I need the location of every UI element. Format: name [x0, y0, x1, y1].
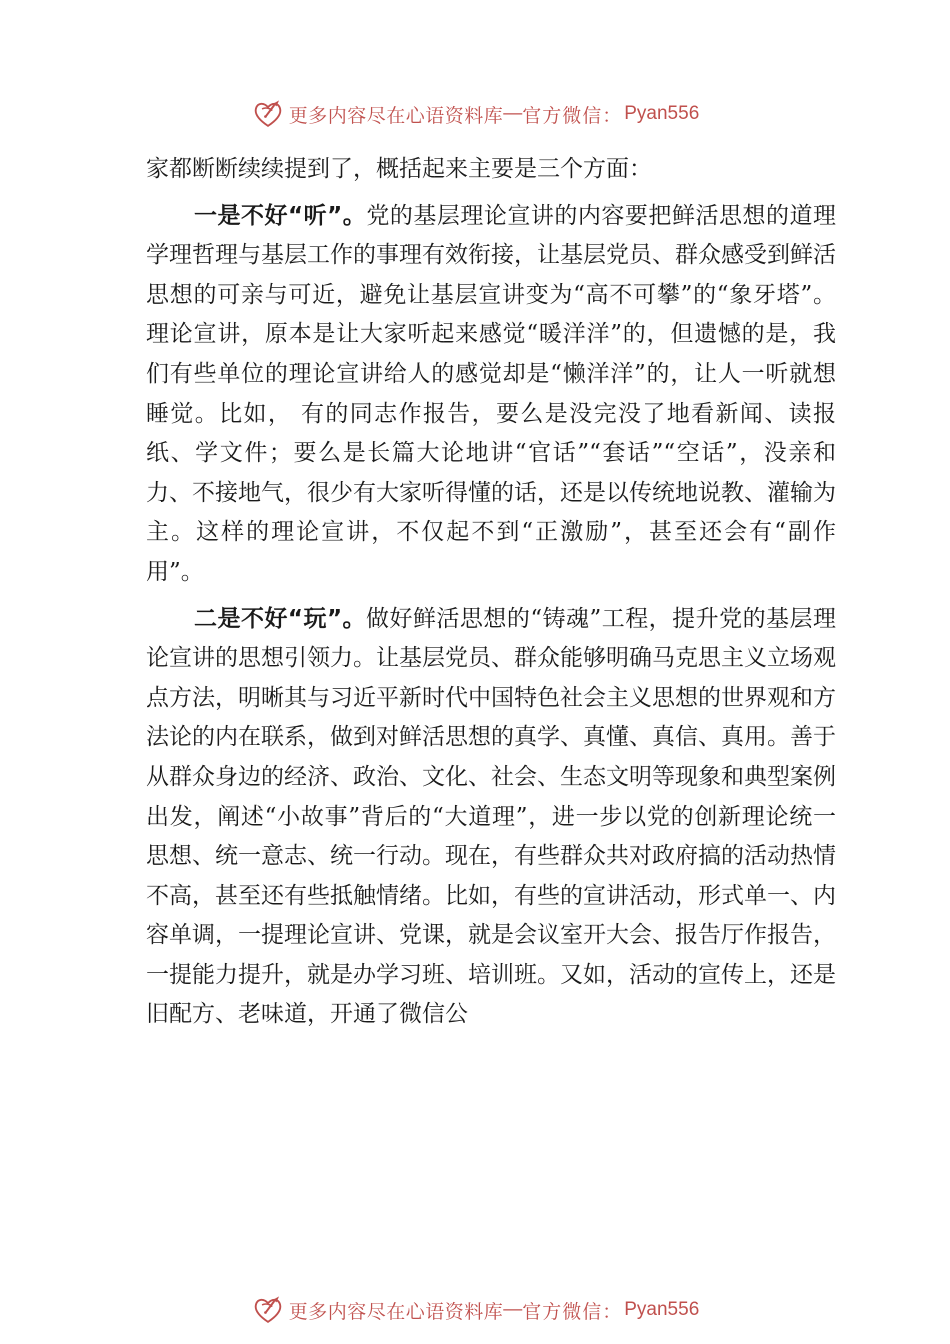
paragraph-one-text: 党的基层理论宣讲的内容要把鲜活思想的道理学理哲理与基层工作的事理有效衔接，让基层党员、群众感受到鲜活思想的可亲与可近，避免让基层宣讲变为“高不可攀”的“象牙塔”。理论宣讲，原本是让大家听起来感觉“暖洋洋”的，但遗憾的是，我们有些单位的理论宣讲给人的感觉却是“懒洋洋”的，让人一听就想睡觉。比如， 有的同志作报告，要么是没完没了地看新闻、读报纸、学文件；要么是长篇大论地讲“官话”“套话”“空话”，没亲和力、不接地气，很少有大家听得懂的话，还是以传统地说教、灌输为主。这样的理论宣讲，不仅起不到“正激励”，甚至还会有“副作用”。 [146, 202, 836, 585]
intro-paragraph: 家都断断续续提到了，概括起来主要是三个方面： [146, 156, 652, 182]
banner-slogan: 更多内容尽在心语资料库 [288, 1300, 504, 1323]
footer-banner [0, 1290, 950, 1330]
banner-contact-label: 官方微信： [522, 1300, 623, 1323]
paragraph-one [146, 197, 836, 593]
banner-wechat-id: Pyan556 [624, 103, 700, 124]
banner-wechat-id: Pyan556 [624, 1299, 700, 1320]
document-body [146, 150, 836, 1035]
header-banner [0, 94, 950, 134]
banner-contact-label: 官方微信： [522, 104, 623, 127]
banner-separator: — [503, 1299, 523, 1320]
banner-separator: — [503, 103, 523, 124]
paragraph-two-text: 做好鲜活思想的“铸魂”工程，提升党的基层理论宣讲的思想引领力。让基层党员、群众能够明确马克思主义立场观点方法，明晰其与习近平新时代中国特色社会主义思想的世界观和方法论的内在联系，做到对鲜活思想的真学、真懂、真信、真用。善于从群众身边的经济、政治、文化、社会、生态文明等现象和典型案例出发，阐述“小故事”背后的“大道理”，进一步以党的创新理论统一思想、统一意志、统一行动。现在，有些群众共对政府搞的活动热情不高，甚至还有些抵触情绪。比如，有些的宣讲活动，形式单一、内容单调，一提理论宣讲、党课，就是会议室开大会、报告厅作报告，一提能力提升，就是办学习班、培训班。又如，活动的宣传上，还是旧配方、老味道，开通了微信公 [146, 605, 836, 1028]
heart-pen-logo-icon [251, 97, 285, 131]
paragraph-one-heading: 一是不好“听”。 [194, 202, 367, 229]
paragraph-two-heading: 二是不好“玩”。 [194, 605, 367, 632]
banner-slogan: 更多内容尽在心语资料库 [288, 104, 504, 127]
paragraph-two [146, 600, 836, 1036]
heart-pen-logo-icon [251, 1293, 285, 1327]
